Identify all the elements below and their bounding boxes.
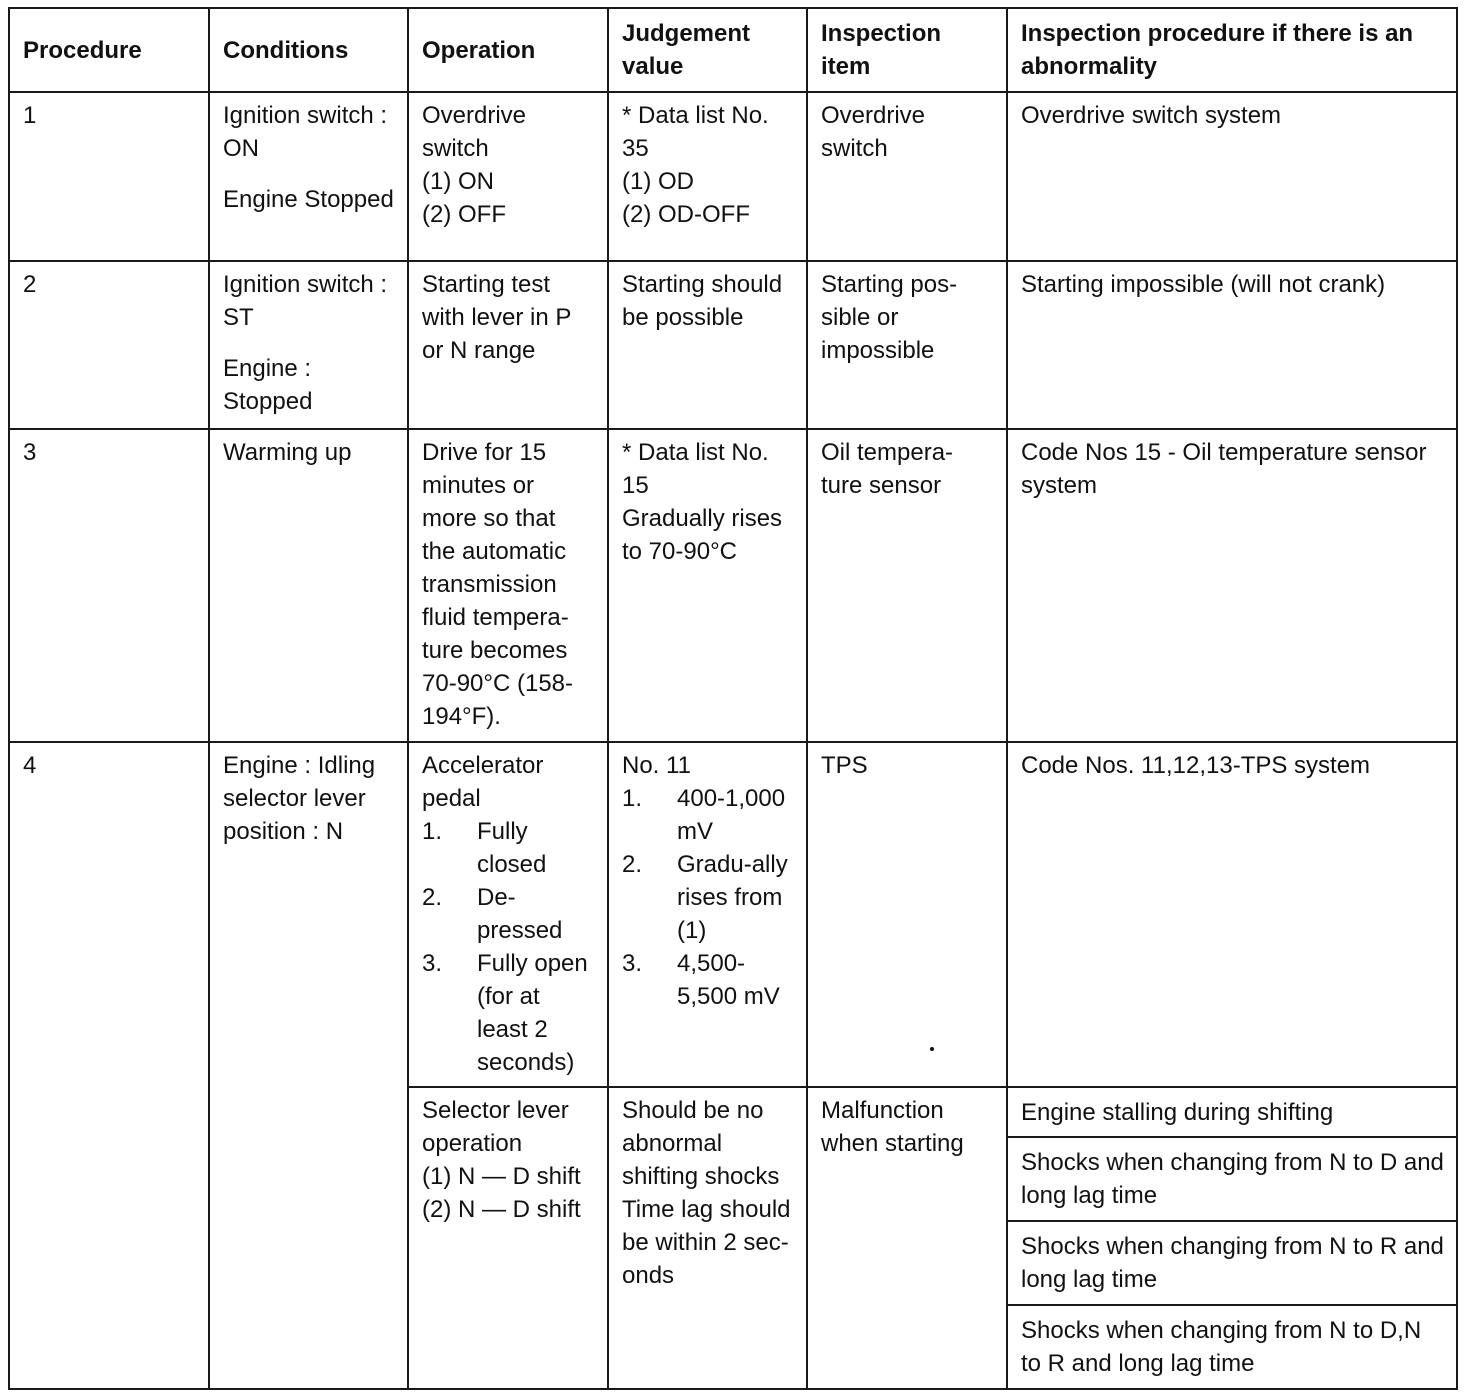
abnormal-cell: Shocks when changing from N to D and long lag time [1007, 1137, 1457, 1221]
header-abnormal: Inspection procedure if there is an abnormality [1007, 8, 1457, 92]
abnormal-cell: Shocks when changing from N to D,N to R and long lag time [1007, 1305, 1457, 1389]
list-number: 2. [422, 884, 443, 911]
list-number: 3. [422, 950, 443, 977]
operation-cell: Overdrive switch (1) ON (2) OFF [408, 92, 608, 261]
procedure-number: 3 [9, 429, 209, 742]
conditions-cell [209, 742, 408, 1389]
condition-text: Warming up [223, 439, 352, 466]
list-item [622, 782, 794, 848]
inspection-item-cell: TPS [807, 742, 1007, 1087]
list-text: Gradu-ally rises from (1) [677, 851, 788, 944]
list-number: 1. [622, 785, 643, 812]
judgement-cell [608, 742, 807, 1087]
abnormal-cell: Shocks when changing from N to R and long lag time [1007, 1221, 1457, 1305]
list-number: 2. [622, 851, 643, 878]
condition-text: Engine : Idling selector lever position : N [223, 752, 376, 845]
operation-list [422, 815, 595, 1079]
operation-title: Accelerator pedal [422, 752, 544, 812]
abnormal-cell: Engine stalling during shifting [1007, 1087, 1457, 1137]
list-number: 1. [422, 818, 443, 845]
header-operation: Operation [408, 8, 608, 92]
operation-cell: Starting test with lever in P or N range [408, 261, 608, 429]
stray-dot [930, 1047, 934, 1051]
judgement-list [622, 782, 794, 1013]
judgement-cell: Starting should be possible [608, 261, 807, 429]
condition-text: Ignition switch : ON [223, 102, 388, 162]
inspection-table [8, 7, 1458, 1390]
procedure-number: 4 [9, 742, 209, 1389]
judgement-title: No. 11 [622, 752, 691, 779]
operation-cell [408, 742, 608, 1087]
list-item [422, 815, 595, 881]
table-row [9, 429, 1457, 742]
header-judgement: Judgement value [608, 8, 807, 92]
list-text: De-pressed [477, 884, 563, 944]
inspection-item-cell: Oil tempera-ture sensor [807, 429, 1007, 742]
header-row [9, 8, 1457, 92]
list-text: 400-1,000 mV [677, 785, 786, 845]
condition-text: Engine Stopped [223, 186, 394, 213]
header-inspection-item: Inspection item [807, 8, 1007, 92]
header-conditions: Conditions [209, 8, 408, 92]
list-item [622, 947, 794, 1013]
conditions-cell [209, 429, 408, 742]
list-item [422, 881, 595, 947]
table-row [9, 742, 1457, 1087]
abnormal-cell: Starting impossible (will not crank) [1007, 261, 1457, 429]
conditions-cell [209, 261, 408, 429]
abnormal-cell: Code Nos. 11,12,13-TPS system [1007, 742, 1457, 1087]
judgement-cell: * Data list No. 15 Gradually rises to 70-90°C [608, 429, 807, 742]
list-text: 4,500-5,500 mV [677, 950, 780, 1010]
procedure-number: 2 [9, 261, 209, 429]
judgement-cell: Should be no abnormal shifting shocks Time lag should be within 2 sec-onds [608, 1087, 807, 1389]
procedure-number: 1 [9, 92, 209, 261]
abnormal-cell: Code Nos 15 - Oil temperature sensor system [1007, 429, 1457, 742]
condition-text: Ignition switch : ST [223, 271, 388, 331]
inspection-item-cell: Malfunction when starting [807, 1087, 1007, 1389]
conditions-cell [209, 92, 408, 261]
list-item [422, 947, 595, 1079]
list-text: Fully closed [477, 818, 547, 878]
list-number: 3. [622, 950, 643, 977]
abnormal-cell: Overdrive switch system [1007, 92, 1457, 261]
header-procedure: Procedure [9, 8, 209, 92]
inspection-item-cell: Starting pos-sible or impossible [807, 261, 1007, 429]
list-item [622, 848, 794, 947]
table-row [9, 92, 1457, 261]
condition-text: Engine : Stopped [223, 355, 313, 415]
table-row [9, 261, 1457, 429]
operation-cell: Drive for 15 minutes or more so that the automatic transmission fluid tempera-ture becomes 70-90°C (158-194°F). [408, 429, 608, 742]
list-text: Fully open (for at least 2 seconds) [477, 950, 588, 1076]
judgement-cell: * Data list No. 35 (1) OD (2) OD-OFF [608, 92, 807, 261]
inspection-item-cell: Overdrive switch [807, 92, 1007, 261]
operation-cell: Selector lever operation (1) N — D shift (2) N — D shift [408, 1087, 608, 1389]
